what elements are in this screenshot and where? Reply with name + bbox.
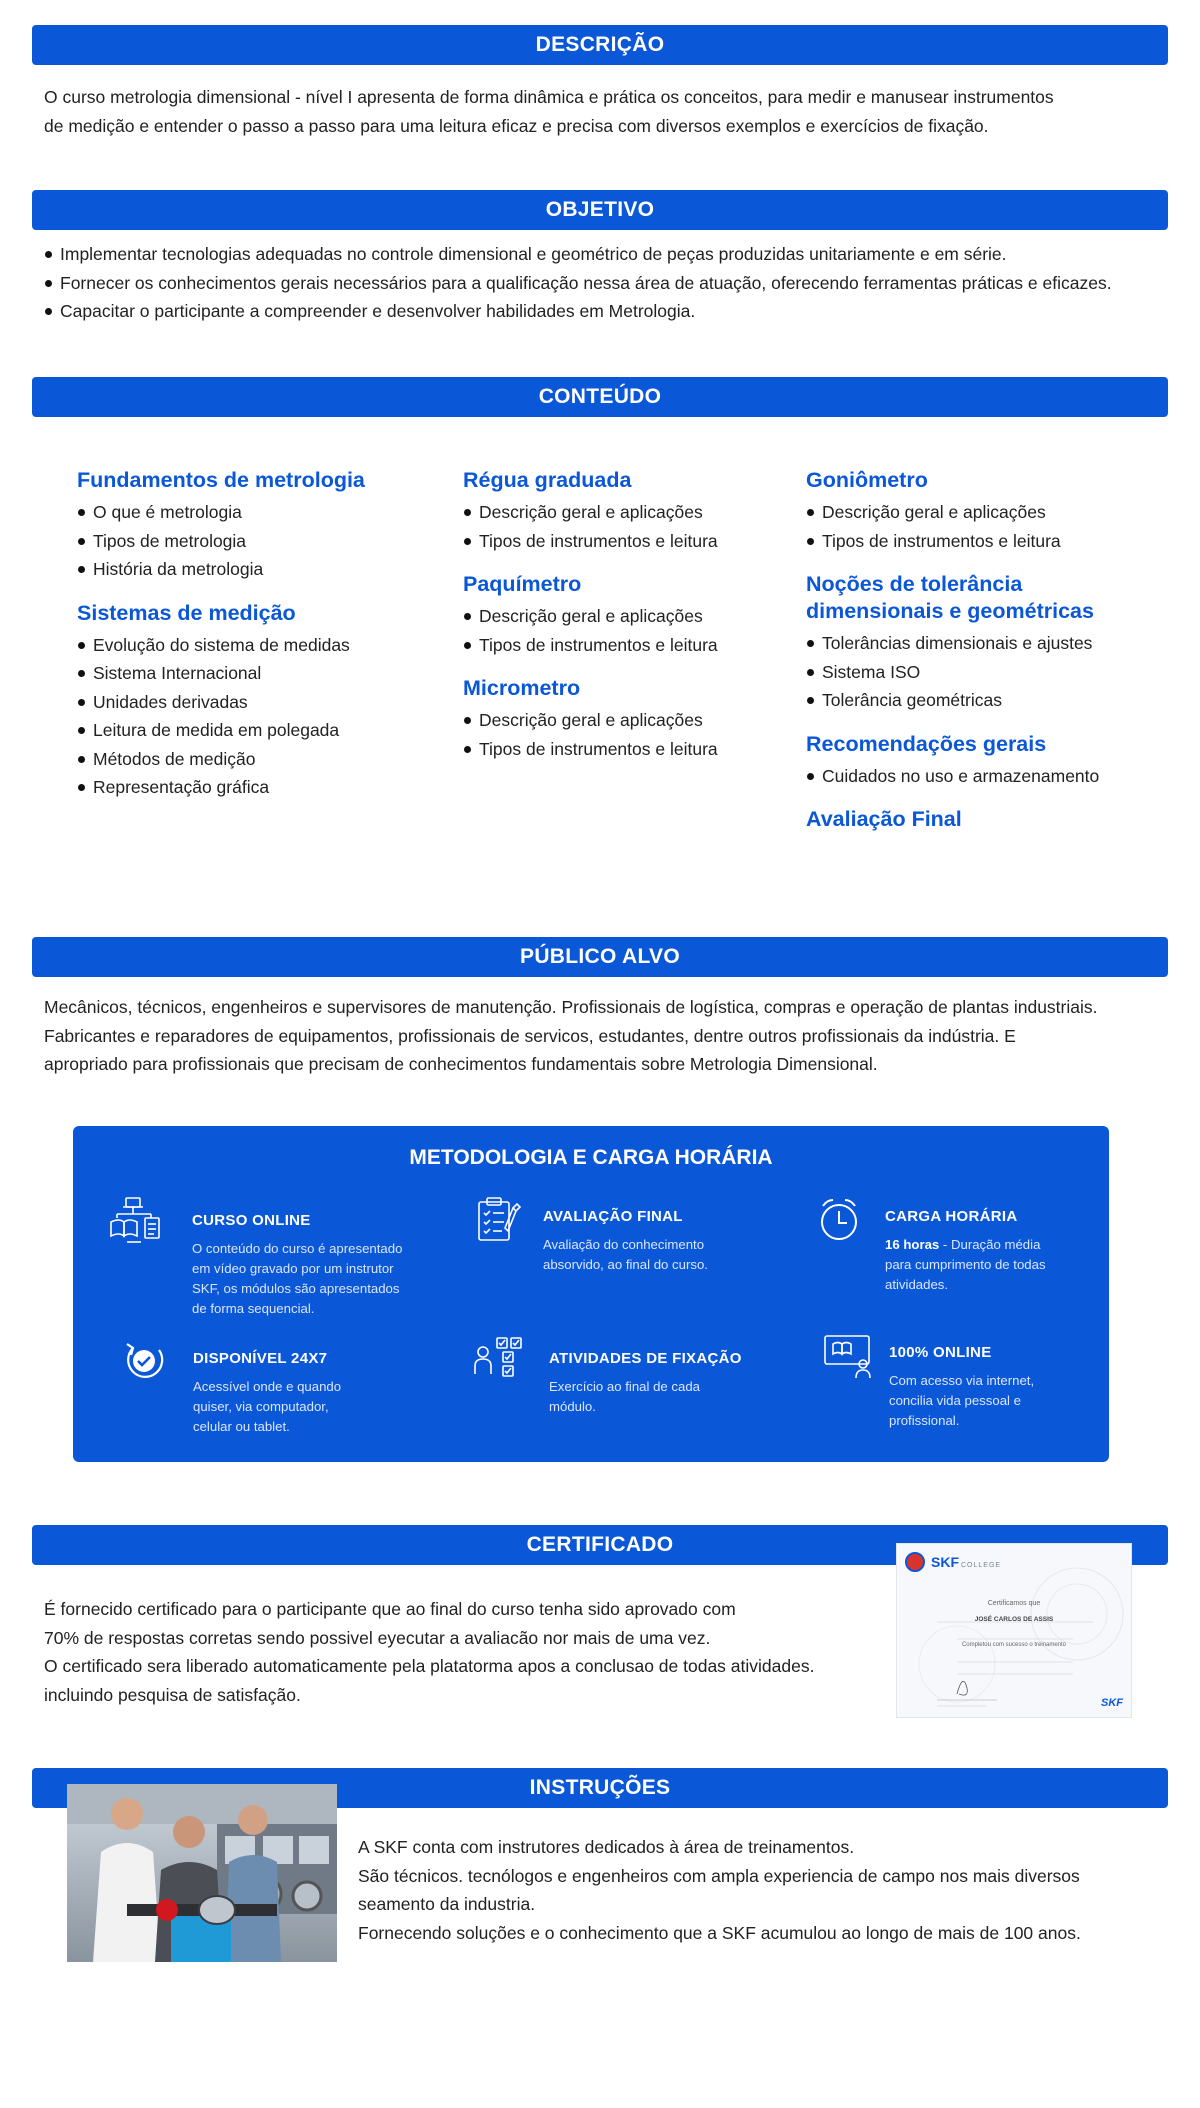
topic-heading: Régua graduada bbox=[463, 468, 632, 492]
list-item: Representação gráfica bbox=[77, 773, 417, 802]
list-item: Descrição geral e aplicações bbox=[463, 706, 803, 735]
section-title: OBJETIVO bbox=[545, 198, 655, 221]
section-bar-conteudo bbox=[32, 377, 1168, 417]
list-item: Implementar tecnologias adequadas no controle dimensional e geométrico de peças produzidas unitariamente e em série. bbox=[44, 240, 1184, 269]
description-line: absorvido, ao final do curso. bbox=[543, 1257, 708, 1272]
description-line: celular ou tablet. bbox=[193, 1419, 290, 1434]
description-line: em vídeo gravado por um instrutor bbox=[192, 1261, 394, 1276]
item-description bbox=[543, 1235, 773, 1275]
description-text bbox=[44, 83, 1164, 140]
methodology-text bbox=[549, 1350, 779, 1417]
online-course-icon bbox=[107, 1196, 163, 1246]
list-item: Tipos de instrumentos e leitura bbox=[806, 527, 1166, 556]
list-item: Tipos de instrumentos e leitura bbox=[463, 735, 803, 764]
section-title: PÚBLICO ALVO bbox=[520, 945, 680, 968]
topic-heading: Avaliação Final bbox=[806, 807, 962, 831]
description-line: de forma sequencial. bbox=[192, 1301, 315, 1316]
section-title: DESCRIÇÃO bbox=[535, 33, 665, 56]
text-line: Mecânicos, técnicos, engenheiros e supervisores de manutenção. Profissionais de logística, compras e operação de plantas industriais. bbox=[44, 997, 1098, 1017]
refresh-check-icon bbox=[119, 1336, 175, 1386]
text-line: 70% de respostas corretas sendo possivel eyecutar a avaliacão nor mais de uma vez. bbox=[44, 1627, 711, 1648]
list-item: História da metrologia bbox=[77, 555, 417, 584]
topic-heading-line: Noções de tolerância bbox=[806, 572, 1023, 596]
description-line: atividades. bbox=[885, 1277, 949, 1292]
description-line: O conteúdo do curso é apresentado bbox=[192, 1241, 403, 1256]
item-description bbox=[885, 1235, 1115, 1295]
topic-heading: Micrometro bbox=[463, 676, 581, 700]
list-item: Tipos de instrumentos e leitura bbox=[463, 527, 803, 556]
text-line: incluindo pesquisa de satisfação. bbox=[44, 1684, 301, 1705]
objective-list bbox=[44, 240, 1184, 326]
instructors-photo-illustration bbox=[67, 1784, 337, 1962]
content-column-3 bbox=[806, 467, 1166, 849]
list-item: O que é metrologia bbox=[77, 498, 417, 527]
description-line: profissional. bbox=[889, 1413, 960, 1428]
list-item: Tolerâncias dimensionais e ajustes bbox=[806, 629, 1166, 658]
text-line: São técnicos. tecnólogos e engenheiros com ampla experiencia de campo nos mais diversos bbox=[358, 1865, 1080, 1886]
text-line: O certificado sera liberado automaticamente pela platatorma apos a conclusao de todas atividades. bbox=[44, 1656, 815, 1676]
item-title: DISPONÍVEL 24X7 bbox=[193, 1350, 328, 1367]
topic-group bbox=[806, 806, 1166, 833]
list-item: Evolução do sistema de medidas bbox=[77, 631, 417, 660]
audience-text bbox=[44, 993, 1184, 1079]
topic-group bbox=[806, 467, 1166, 555]
topic-group bbox=[806, 731, 1166, 791]
topic-heading: Fundamentos de metrologia bbox=[77, 468, 365, 492]
description-fragment: - Duração média bbox=[939, 1237, 1041, 1252]
item-title: AVALIAÇÃO FINAL bbox=[543, 1208, 683, 1225]
description-line: SKF, os módulos são apresentados bbox=[192, 1281, 400, 1296]
description-line: Acessível onde e quando bbox=[193, 1379, 342, 1394]
hours-value: 16 horas bbox=[885, 1237, 940, 1252]
topic-group bbox=[77, 467, 417, 584]
text-line: Fornecendo soluções e o conhecimento que a SKF acumulou ao longo de mais de 100 anos. bbox=[358, 1922, 1081, 1943]
list-item: Leitura de medida em polegada bbox=[77, 716, 417, 745]
text-line: de medição e entender o passo a passo para uma leitura eficaz e precisa com diversos exemplos e exercícios de fixação. bbox=[44, 115, 989, 136]
text-line: seamento da industria. bbox=[358, 1894, 536, 1914]
methodology-panel bbox=[73, 1126, 1109, 1462]
list-item: Descrição geral e aplicações bbox=[463, 498, 803, 527]
content-column-2 bbox=[463, 467, 803, 779]
list-item: Sistema ISO bbox=[806, 658, 1166, 687]
online-tutor-icon bbox=[823, 1332, 879, 1382]
list-item: Descrição geral e aplicações bbox=[463, 602, 803, 631]
methodology-title: METODOLOGIA E CARGA HORÁRIA bbox=[409, 1146, 773, 1169]
list-item: Tipos de instrumentos e leitura bbox=[463, 631, 803, 660]
section-title: CONTEÚDO bbox=[538, 385, 662, 408]
topic-heading: Sistemas de medição bbox=[77, 600, 296, 625]
certificate-recipient-name: JOSÉ CARLOS DE ASSIS bbox=[974, 1616, 1054, 1623]
list-item: Cuidados no uso e armazenamento bbox=[806, 762, 1166, 791]
description-line: Com acesso via internet, bbox=[889, 1373, 1035, 1388]
list-item: Capacitar o participante a compreender e desenvolver habilidades em Metrologia. bbox=[44, 297, 1184, 326]
item-description bbox=[193, 1377, 423, 1437]
text-line: O curso metrologia dimensional - nível I apresenta de forma dinâmica e prática os conceitos, para medir e manusear instrumentos bbox=[44, 87, 1054, 107]
list-item: Métodos de medição bbox=[77, 745, 417, 774]
description-line: concilia vida pessoal e bbox=[889, 1393, 1021, 1408]
section-bar-publico-alvo bbox=[32, 937, 1168, 977]
text-line: É fornecido certificado para o participante que ao final do curso tenha sido aprovado com bbox=[44, 1599, 736, 1619]
section-bar-objetivo bbox=[32, 190, 1168, 230]
item-title: 100% ONLINE bbox=[889, 1344, 992, 1361]
description-line: módulo. bbox=[549, 1399, 596, 1414]
instructors-photo bbox=[67, 1784, 337, 1962]
methodology-text bbox=[192, 1212, 422, 1319]
certificate-illustration bbox=[897, 1544, 1132, 1718]
methodology-text bbox=[889, 1344, 1119, 1431]
certificate-image bbox=[896, 1543, 1132, 1718]
description-line: para cumprimento de todas bbox=[885, 1257, 1046, 1272]
item-title: CARGA HORÁRIA bbox=[885, 1208, 1018, 1225]
text-line: Fabricantes e reparadores de equipamentos, profissionais de servicos, estudantes, dentre outros profissionais da indústria. E bbox=[44, 1025, 1016, 1046]
certificate-completed-text: Completou com sucesso o treinamento bbox=[961, 1642, 1067, 1648]
list-item: Unidades derivadas bbox=[77, 688, 417, 717]
text-line: apropriado para profissionais que precisam de conhecimentos fundamentais sobre Metrologia Dimensional. bbox=[44, 1054, 878, 1074]
section-title: INSTRUÇÕES bbox=[529, 1776, 671, 1799]
topic-group bbox=[463, 571, 803, 659]
topic-group bbox=[463, 675, 803, 763]
topic-heading-line: dimensionais e geométricas bbox=[806, 599, 1094, 623]
description-line: Exercício ao final de cada bbox=[549, 1379, 701, 1394]
list-item: Sistema Internacional bbox=[77, 659, 417, 688]
item-description bbox=[192, 1239, 422, 1319]
item-title: ATIVIDADES DE FIXAÇÃO bbox=[549, 1350, 742, 1367]
certificate-brand: SKF COLLEGE bbox=[931, 1554, 1002, 1570]
topic-group bbox=[77, 600, 417, 802]
checklist-user-icon bbox=[473, 1334, 529, 1384]
item-title: CURSO ONLINE bbox=[192, 1212, 311, 1229]
alarm-clock-icon bbox=[817, 1196, 873, 1246]
item-description bbox=[549, 1377, 779, 1417]
certificate-text bbox=[44, 1595, 884, 1709]
instructions-text bbox=[358, 1833, 1178, 1947]
clipboard-check-icon bbox=[473, 1196, 529, 1246]
text-line: A SKF conta com instrutores dedicados à área de treinamentos. bbox=[358, 1837, 855, 1857]
topic-heading: Paquímetro bbox=[463, 572, 582, 596]
methodology-text bbox=[885, 1208, 1115, 1295]
description-line bbox=[885, 1235, 1115, 1255]
topic-heading: Goniômetro bbox=[806, 468, 928, 492]
topic-group bbox=[806, 571, 1166, 715]
topic-heading: Recomendações gerais bbox=[806, 731, 1047, 756]
section-bar-descricao bbox=[32, 25, 1168, 65]
description-line: quiser, via computador, bbox=[193, 1399, 329, 1414]
content-column-1 bbox=[77, 467, 417, 818]
description-line: Avaliação do conhecimento bbox=[543, 1237, 705, 1252]
certificate-certify-text: Certificamos que bbox=[987, 1600, 1041, 1607]
skf-logo: SKF bbox=[1101, 1697, 1123, 1709]
methodology-text bbox=[543, 1208, 773, 1275]
list-item: Fornecer os conhecimentos gerais necessários para a qualificação nessa área de atuação, oferecendo ferramentas práticas e eficazes. bbox=[44, 269, 1184, 298]
list-item: Tipos de metrologia bbox=[77, 527, 417, 556]
item-description bbox=[889, 1371, 1119, 1431]
list-item: Descrição geral e aplicações bbox=[806, 498, 1166, 527]
list-item: Tolerância geométricas bbox=[806, 686, 1166, 715]
topic-group bbox=[463, 467, 803, 555]
topic-heading bbox=[806, 571, 1166, 625]
methodology-text bbox=[193, 1350, 423, 1437]
section-title: CERTIFICADO bbox=[526, 1533, 674, 1556]
